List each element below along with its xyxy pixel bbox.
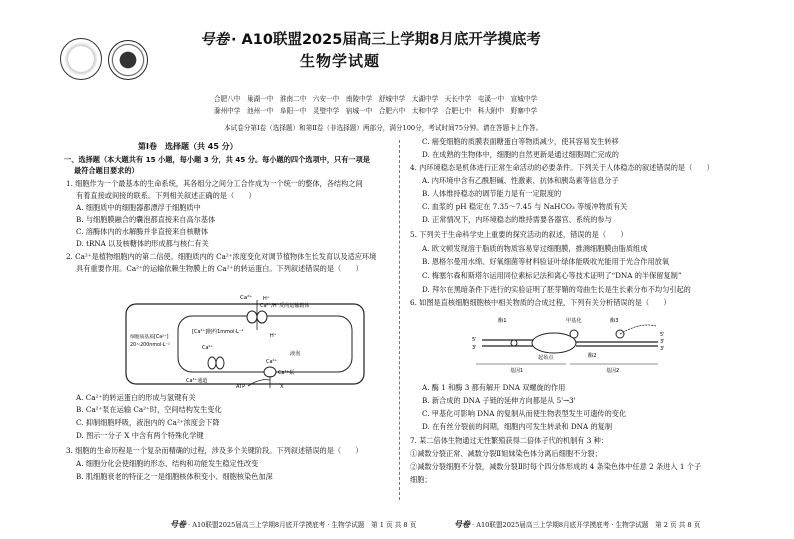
ca-bottom-label: Ca²⁺ <box>266 359 278 365</box>
q7-stem: 7. 某二倍体生物通过无性繁殖获得二倍体子代的机制有 3 种： <box>410 436 608 445</box>
q2-option-b: B. Ca²⁺泵在运输 Ca²⁺时，空间结构发生变化 <box>76 405 222 414</box>
calcium-transport-figure <box>120 290 370 390</box>
q1-option-a: A. 细胞质中的细胞器都漂浮于细胞质中 <box>76 203 201 212</box>
footer-left: 号卷 · A10联盟2025届高三上学期8月底开学摸底考 · 生物学试题 第 1 页 共 8 页 <box>170 519 417 529</box>
h-mid-label: H⁺ <box>270 333 277 339</box>
ca-left-label: Ca²⁺ <box>202 345 214 351</box>
section-title: 第Ⅰ卷 选择题（共 45 分） <box>138 142 238 151</box>
cytosol-conc-label-2: 20~200nmol·L⁻¹ <box>130 343 170 348</box>
subject-title: 生物学试题 <box>300 52 381 70</box>
q2-option-a: A. Ca²⁺的转运蛋白的形成与氢键有关 <box>76 393 196 402</box>
q6-option-d: D. 在有丝分裂前的间期，细胞内可发生转录和 DNA 的复制 <box>422 422 613 431</box>
q4-option-a: A. 内环境中含有乙酰胆碱、性激素、抗体和胰岛素等信息分子 <box>422 176 619 185</box>
methyl-label: 甲基化 <box>566 318 582 324</box>
q2-stem-1: 2. Ca²⁺是植物细胞内的第二信使。细胞质内的 Ca²⁺浓度变化对调节植物体生长发育以及适应环境 <box>66 252 377 261</box>
q2-stem-2: 具有重要作用。Ca²⁺的运输依赖生物膜上的 Ca²⁺的转运蛋白。下列叙述错误的是（ ） <box>76 264 363 273</box>
q4-option-c: C. 血浆的 pH 稳定在 7.35～7.45 与 NaHCO₃ 等缓冲物质有关 <box>422 202 628 211</box>
q1-stem-2: 有着直接或间接的联系。下列相关叙述正确的是（ ） <box>76 191 256 200</box>
brand-mark: 号卷 <box>200 31 229 48</box>
pump-label: Ca²⁺泵 <box>278 370 295 376</box>
atp-label: ATP <box>236 384 246 390</box>
vacuole-conc-label: [Ca²⁺]胞约1mmol·L⁻¹ <box>192 329 244 335</box>
q3-stem: 3. 细胞的生命历程是一个复杂而精确的过程，涉及多个关键阶段。下列叙述错误的是（ ） <box>66 446 363 455</box>
q1-stem-1: 1. 细胞作为一个最基本的生命系统，其各组分之间分工合作成为一个统一的整体，各结构之间 <box>66 179 363 188</box>
schools-row-2: 滁州中学 池州一中 阜阳一中 灵璧中学 宿城一中 合肥六中 太和中学 合肥七中 科大附中 野寨中学 <box>214 107 538 115</box>
cytosol-conc-label-1: 细胞质基质[Ca²⁺] <box>130 335 169 340</box>
q5-option-d: D. 拜尔在黑暗条件下进行的实验证明了胚芽鞘的弯曲生长是生长素分布不均匀引起的 <box>422 285 691 294</box>
vacuole-label: 液泡 <box>290 351 301 357</box>
pump-shape <box>264 367 276 377</box>
school-logo-2 <box>108 40 148 80</box>
enzyme2-label: 酶2 <box>588 353 597 359</box>
q2-option-d: D. 图示一分子 X 中含有两个特殊化学键 <box>76 431 204 440</box>
enzyme1-label: 酶1 <box>498 318 507 324</box>
x-label: X <box>280 384 284 390</box>
replication-bubble <box>532 333 576 353</box>
q1-option-c: C. 溶酶体内的水解酶并非直接来自核糖体 <box>76 227 209 236</box>
strand-label-3: 5' <box>660 332 665 338</box>
exam-title: 号卷 · A10联盟2025届高三上学期8月底开学摸底考 <box>200 31 541 48</box>
q5-option-b: B. 恩格尔曼用水绵、好氧细菌等材料验证叶绿体能吸收光能用于光合作用放氧 <box>422 257 670 266</box>
section-intro-1: 一、选择题（本大题共有 15 小题，每小题 3 分，共 45 分。每小题的四个选项中，只有一项是 <box>64 155 370 164</box>
strand-label-2: 3' <box>472 345 477 351</box>
antiporter-shape <box>247 311 257 323</box>
q3-option-c: C. 癌变细胞的质膜表面糖蛋白等物质减少，使其容易发生转移 <box>422 137 619 146</box>
q7-mechanism-2: ②减数分裂细胞不分裂，减数分裂Ⅱ时每个四分体形成的 4 条染色体中任意 2 条进入 1 个子 <box>410 462 702 471</box>
q3-option-d: D. 在成熟的生物体中，细胞的自然更新是通过细胞凋亡完成的 <box>422 150 619 159</box>
q6-stem: 6. 如图是直核细胞细胞核中相关物质的合成过程，下列有关分析错误的是（ ） <box>410 298 671 307</box>
q4-option-d: D. 正常情况下，内环境稳态的维持需要各器官、系统的参与 <box>422 215 612 224</box>
exam-note: 本试卷分第Ⅰ卷（选择题）和第Ⅱ卷（非选择题）两部分，满分100分，考试时间75分钟。请在答题卡上作答。 <box>224 124 543 132</box>
footer-right: 号卷 · A10联盟2025届高三上学期8月底开学摸底考 · 生物学试题 第 2 页 共 8 页 <box>454 519 701 529</box>
q3-option-a: A. 细胞分化会使细胞的形态、结构和功能发生稳定性改变 <box>76 459 259 468</box>
q3-option-b: B. 肌细胞衰老的特征之一是细胞核体积变小、细胞核染色加深 <box>76 472 273 481</box>
q4-option-b: B. 人体维持稳态的调节能力是有一定限度的 <box>422 189 562 198</box>
antiporter-label: Ca²⁺/H⁺反向运输载体 <box>260 303 310 309</box>
q1-option-d: D. tRNA 以及核糖体的形成都与核仁有关 <box>76 239 209 248</box>
dna-process-figure <box>470 312 670 382</box>
vacuole-membrane <box>178 316 352 372</box>
q2-option-c: C. 抑制细胞呼吸，液泡内的 Ca²⁺浓度会下降 <box>76 418 220 427</box>
q4-stem: 4. 内环境稳态是机体进行正常生命活动的必要条件。下列关于人体稳态的叙述错误的是（ ） <box>410 163 714 172</box>
q6-option-c: C. 甲基化可影响 DNA 的复制从而使生物表型发生可遗传的变化 <box>422 409 627 418</box>
q5-stem: 5. 下列关于生命科学史上重要的探究活动的叙述，错误的是（ ） <box>410 230 628 239</box>
q7-mechanism-1: ①减数分裂正常、减数分裂Ⅱ姐妹染色体分离后细胞不分裂； <box>410 449 602 458</box>
q6-option-b: B. 新合成的 DNA 子链的延伸方向都是从 5'→3' <box>422 396 576 405</box>
q7-mechanism-3: 细胞； <box>410 475 432 484</box>
gene2-label: 基因2 <box>606 368 620 374</box>
column-divider <box>399 140 400 500</box>
channel-shape <box>208 357 216 369</box>
enzyme3-label: 酶3 <box>610 318 619 324</box>
strand-label-1: 5' <box>472 337 477 343</box>
school-logo-1 <box>60 38 102 80</box>
strand-label-4: 3' <box>660 339 665 345</box>
schools-row-1: 合肥八中 巢湖一中 淮南二中 六安一中 南陵中学 舒城中学 太湖中学 天长中学 屯溪一中 宣城中学 <box>214 95 538 103</box>
q5-option-c: C. 梅塞尔森和斯塔尔运用同位素标记法和离心等技术证明了“DNA 的半保留复制” <box>422 271 682 280</box>
q5-option-a: A. 欧文顿发现溶于脂质的物质容易穿过细胞膜，推测细胞膜由脂质组成 <box>422 244 648 253</box>
strand-label-5: 3' <box>660 346 665 352</box>
q6-option-a: A. 酶 1 和酶 3 都有解开 DNA 双螺旋的作用 <box>422 383 566 392</box>
ca-top-label: Ca²⁺ <box>240 295 253 301</box>
h-top-label: H⁺ <box>263 296 270 302</box>
q1-option-b: B. 与细胞膜融合的囊泡都直接来自高尔基体 <box>76 215 216 224</box>
origin-label: 起始点 <box>538 355 554 361</box>
channel-label: Ca²⁺通道 <box>186 378 208 384</box>
gene1-label: 基因1 <box>510 368 524 374</box>
section-intro-2: 最符合题目要求的） <box>74 166 139 175</box>
